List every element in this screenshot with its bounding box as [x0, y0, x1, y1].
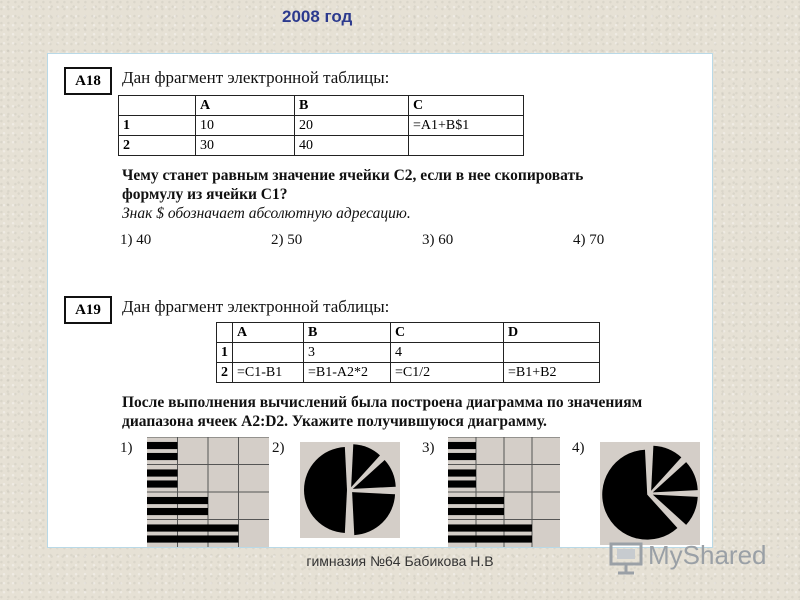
bar: [448, 535, 532, 542]
pie-slice: [352, 492, 395, 535]
table-cell: 30: [196, 136, 295, 156]
bar: [147, 535, 239, 542]
table-cell: [217, 323, 233, 343]
table-cell: 2: [119, 136, 196, 156]
table-cell: 40: [295, 136, 409, 156]
option-label-4[interactable]: 4): [572, 440, 585, 456]
bar: [448, 469, 476, 476]
table-cell: C: [391, 323, 504, 343]
slide-content: [47, 53, 713, 548]
table-row: [217, 363, 600, 383]
table-cell: 3: [304, 343, 391, 363]
task-a18-tag: A18: [64, 67, 112, 95]
answer-option-3[interactable]: 3) 60: [422, 232, 454, 248]
bar: [448, 480, 476, 487]
slide-title: 2008 год: [282, 7, 353, 26]
footer-text: гимназия №64 Бабикова Н.В: [306, 553, 494, 569]
bar: [147, 497, 208, 504]
task-a18-intro: Дан фрагмент электронной таблицы:: [122, 68, 390, 87]
option-label-2[interactable]: 2): [272, 440, 285, 456]
table-row: [119, 116, 524, 136]
table-cell: B: [304, 323, 391, 343]
task-a19-table: [216, 322, 600, 383]
bar: [147, 524, 239, 531]
table-cell: D: [504, 323, 600, 343]
task-a19-question-line-1: После выполнения вычислений была построена диаграмма по значениям: [122, 394, 643, 411]
table-cell: 1: [217, 343, 233, 363]
answer-option-1[interactable]: 1) 40: [120, 232, 152, 248]
table-cell: 1: [119, 116, 196, 136]
table-cell: B: [295, 96, 409, 116]
table-cell: C: [409, 96, 524, 116]
logo-text: MyShared: [648, 540, 767, 570]
task-a19-tag: A19: [64, 296, 112, 324]
table-cell: [504, 343, 600, 363]
task-a18-question-line-1: Чему станет равным значение ячейки C2, если в нее скопировать: [122, 167, 584, 184]
pie-chart-option-4[interactable]: [600, 442, 700, 545]
option-label-3[interactable]: 3): [422, 440, 435, 456]
option-label-1[interactable]: 1): [120, 440, 133, 456]
table-cell: =C1/2: [391, 363, 504, 383]
bar: [147, 453, 178, 460]
table-header-row: [217, 323, 600, 343]
bar: [448, 508, 504, 515]
bar: [448, 524, 532, 531]
table-row: [217, 343, 600, 363]
table-cell: 2: [217, 363, 233, 383]
task-a19-intro: Дан фрагмент электронной таблицы:: [122, 297, 390, 316]
bar: [448, 453, 476, 460]
task-a18-question-line-2: формулу из ячейки C1?: [122, 186, 288, 203]
bar: [448, 442, 476, 449]
table-cell: =C1-B1: [233, 363, 304, 383]
task-a18-answers: [120, 232, 680, 254]
bar-chart-option-3[interactable]: [448, 437, 560, 547]
task-a18-note: Знак $ обозначает абсолютную адресацию.: [122, 205, 411, 222]
bar: [448, 497, 504, 504]
myshared-logo: [606, 538, 766, 578]
bar: [147, 469, 178, 476]
pie-slice: [304, 447, 347, 533]
table-cell: A: [196, 96, 295, 116]
bar: [147, 442, 178, 449]
table-row: [119, 136, 524, 156]
table-cell: [119, 96, 196, 116]
table-cell: =A1+B$1: [409, 116, 524, 136]
task-a19-question-line-2: диапазона ячеек A2:D2. Укажите получившуюся диаграмму.: [122, 413, 547, 430]
table-cell: [233, 343, 304, 363]
pie-chart-option-2[interactable]: [300, 442, 400, 538]
bar: [147, 508, 208, 515]
presentation-icon: [608, 540, 644, 576]
table-cell: A: [233, 323, 304, 343]
bar: [147, 480, 178, 487]
table-header-row: [119, 96, 524, 116]
answer-option-4[interactable]: 4) 70: [573, 232, 605, 248]
table-cell: 10: [196, 116, 295, 136]
bar-chart-option-1[interactable]: [147, 437, 269, 547]
table-cell: [409, 136, 524, 156]
answer-option-2[interactable]: 2) 50: [271, 232, 303, 248]
table-cell: =B1-A2*2: [304, 363, 391, 383]
table-cell: 4: [391, 343, 504, 363]
table-cell: 20: [295, 116, 409, 136]
table-cell: =B1+B2: [504, 363, 600, 383]
task-a18-table: [118, 95, 524, 156]
